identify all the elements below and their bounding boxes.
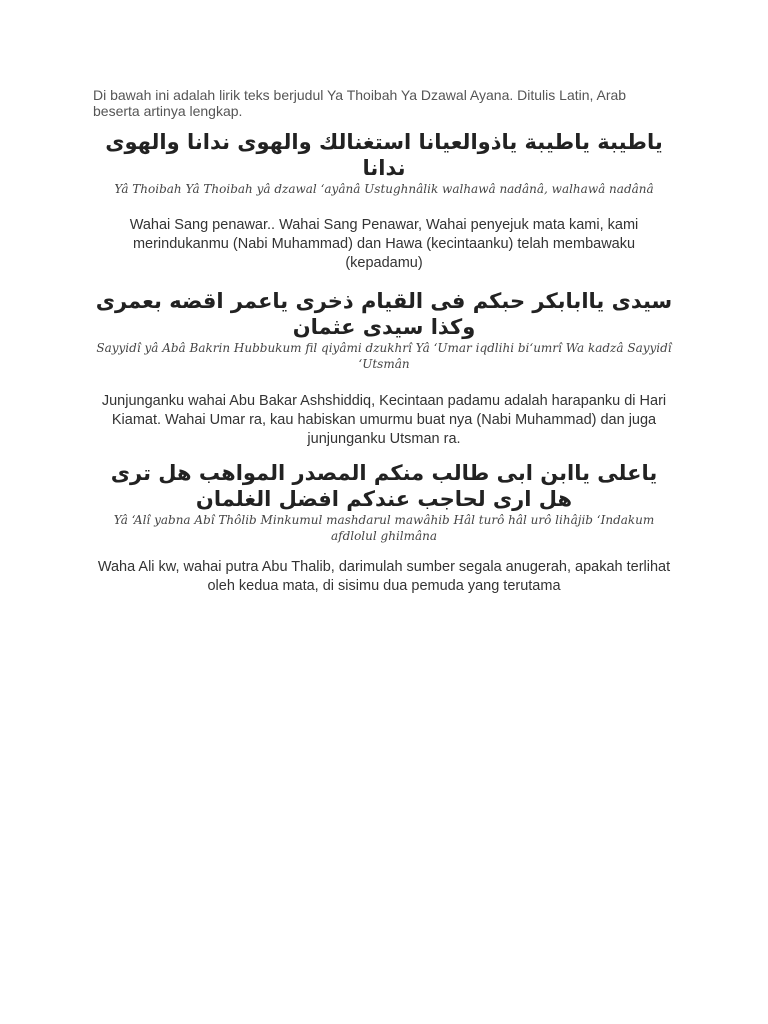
arabic-verse: ياطيبة ياطيبة ياذوالعيانا استغنالك والهوى ندانا والهوى ندانا xyxy=(105,130,663,180)
arabic-verse: سيدى ياابابكر حبكم فى القيام ذخرى ياعمر اقضه بعمرى وكذا سيدى عثمان xyxy=(95,289,673,339)
latin-transliteration: Sayyidî yâ Abâ Bakrin Hubbukum fil qiyâmi dzukhrî Yâ ‘Umar iqdlihi bi‘umrî Wa kadzâ Sayyidî ‘Utsmân xyxy=(96,341,672,371)
verse-translation: Junjunganku wahai Abu Bakar Ashshiddiq, Kecintaan padamu adalah harapanku di Hari Kiamat. Wahai Umar ra, kau habiskan umurmu buat nya (Nabi Muhammad) dan juga junjunganku Utsman ra. xyxy=(101,393,667,447)
verse-translation: Wahai Sang penawar.. Wahai Sang Penawar, Wahai penyejuk mata kami, kami merindukanmu (Nabi Muhammad) dan Hawa (kecintaanku) telah membawaku (kepadamu) xyxy=(129,217,639,271)
stanza-1 xyxy=(93,129,675,273)
stanza-2 xyxy=(93,288,675,449)
latin-transliteration: Yâ ‘Alî yabna Abî Thôlib Minkumul mashdarul mawâhib Hâl turô hâl urô lihâjib ‘Indakum afdlolul ghilmâna xyxy=(113,513,655,543)
arabic-verse: ياعلى ياابن ابى طالب منكم المصدر المواهب هل ترى هل ارى لحاجب عندكم افضل الغلمان xyxy=(110,461,658,511)
intro-paragraph: Di bawah ini adalah lirik teks berjudul Ya Thoibah Ya Dzawal Ayana. Ditulis Latin, Arab beserta artinya lengkap. xyxy=(93,87,627,119)
stanza-3 xyxy=(93,460,675,596)
latin-transliteration: Yâ Thoibah Yâ Thoibah yâ dzawal ‘ayânâ Ustughnâlik walhawâ nadânâ, walhawâ nadânâ xyxy=(114,182,654,196)
verse-translation: Waha Ali kw, wahai putra Abu Thalib, darimulah sumber segala anugerah, apakah terlihat oleh kedua mata, di sisimu dua pemuda yang terutama xyxy=(97,559,671,594)
document-page xyxy=(93,87,675,596)
